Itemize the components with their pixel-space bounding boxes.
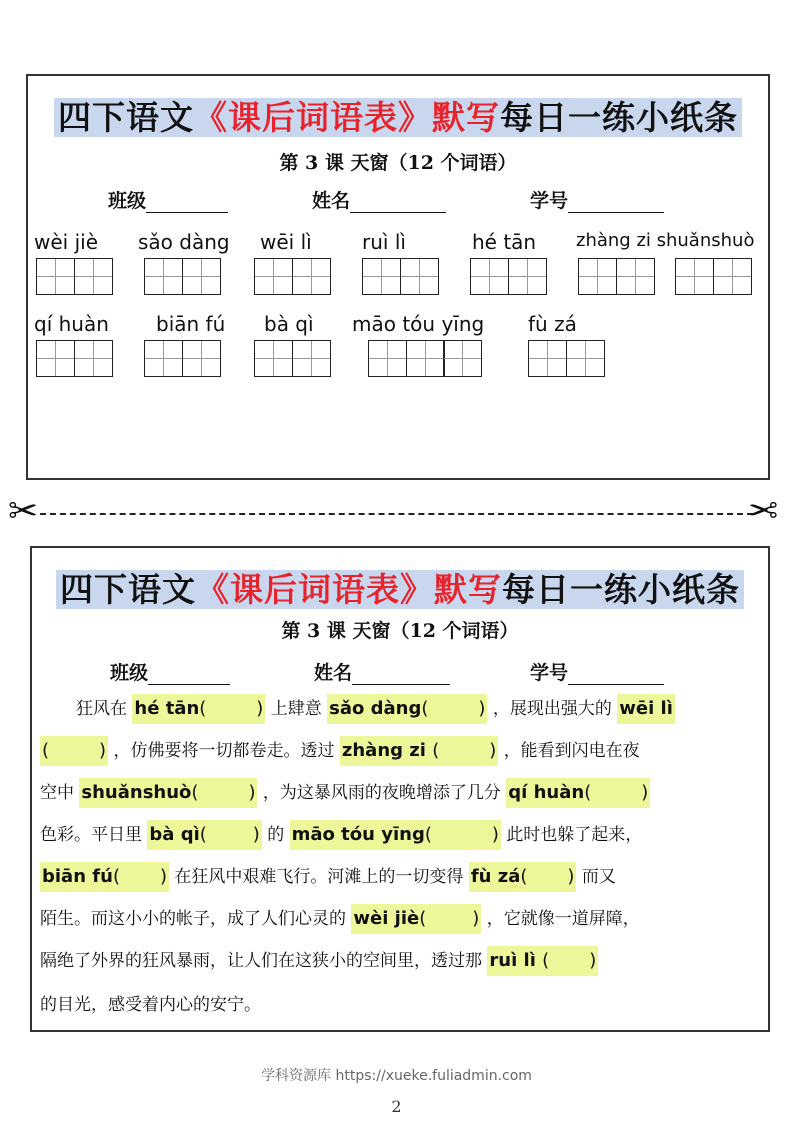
class-field[interactable]: 班级 (110, 658, 230, 685)
word-item: fù zá (528, 312, 603, 377)
scissors-icon: ✂ (748, 491, 779, 532)
word-item: wèi jiè (34, 230, 111, 295)
writing-grid[interactable] (578, 258, 754, 295)
fill-blank[interactable]: shuǎnshuò( ) (79, 778, 257, 808)
writing-grid[interactable] (254, 258, 329, 295)
word-item: ruì lì (362, 230, 437, 295)
writing-grid[interactable] (36, 258, 111, 295)
name-field[interactable]: 姓名 (314, 658, 450, 685)
word-item: māo tóu yīng (352, 312, 484, 377)
word-item: bà qì (264, 312, 329, 377)
watermark-footer: 学科资源库 https://xueke.fuliadmin.com (261, 1068, 532, 1084)
fill-blank[interactable]: ( ) (40, 736, 108, 766)
scissors-icon: ✂ (8, 491, 39, 532)
word-item: hé tān (472, 230, 545, 295)
word-item: zhàng zi shuǎnshuò (576, 230, 754, 295)
writing-grid[interactable] (528, 340, 603, 377)
writing-grid[interactable] (36, 340, 111, 377)
writing-grid[interactable] (362, 258, 437, 295)
writing-grid[interactable] (144, 340, 225, 377)
fill-blank[interactable]: ruì lì ( ) (487, 946, 598, 976)
fill-blank[interactable]: biān fú( ) (40, 862, 169, 892)
lesson-title: 第 3 课 天窗（12 个词语） (279, 152, 517, 174)
word-item: biān fú (156, 312, 225, 377)
fill-blank[interactable]: zhàng zi ( ) (340, 736, 498, 766)
writing-grid[interactable] (470, 258, 545, 295)
class-field[interactable]: 班级 (108, 186, 228, 213)
card-title: 四下语文《课后词语表》默写每日一练小纸条 (32, 564, 768, 611)
word-item: sǎo dàng (138, 230, 230, 295)
page-number: 2 (391, 1097, 402, 1116)
fill-blank[interactable]: sǎo dàng( ) (327, 694, 487, 724)
writing-grid[interactable] (368, 340, 484, 377)
name-field[interactable]: 姓名 (312, 186, 446, 213)
writing-grid[interactable] (144, 258, 230, 295)
fill-blank[interactable]: bà qì( ) (147, 820, 261, 850)
fill-blank[interactable]: fù zá( ) (469, 862, 577, 892)
fill-blank[interactable]: qí huàn( ) (506, 778, 650, 808)
fill-blank[interactable]: hé tān( ) (132, 694, 265, 724)
number-field[interactable]: 学号 (530, 186, 664, 213)
cut-line-divider (40, 513, 753, 515)
card-title: 四下语文《课后词语表》默写每日一练小纸条 (28, 92, 768, 139)
fill-blank[interactable]: māo tóu yīng( ) (290, 820, 501, 850)
word-item: qí huàn (34, 312, 111, 377)
word-item: wēi lì (260, 230, 329, 295)
fill-blank[interactable]: wèi jiè( ) (351, 904, 481, 934)
dictation-card-pinyin (26, 74, 770, 480)
writing-grid[interactable] (254, 340, 329, 377)
lesson-title: 第 3 课 天窗（12 个词语） (281, 620, 519, 642)
number-field[interactable]: 学号 (530, 658, 664, 685)
fill-blank[interactable]: wēi lì (617, 694, 675, 724)
